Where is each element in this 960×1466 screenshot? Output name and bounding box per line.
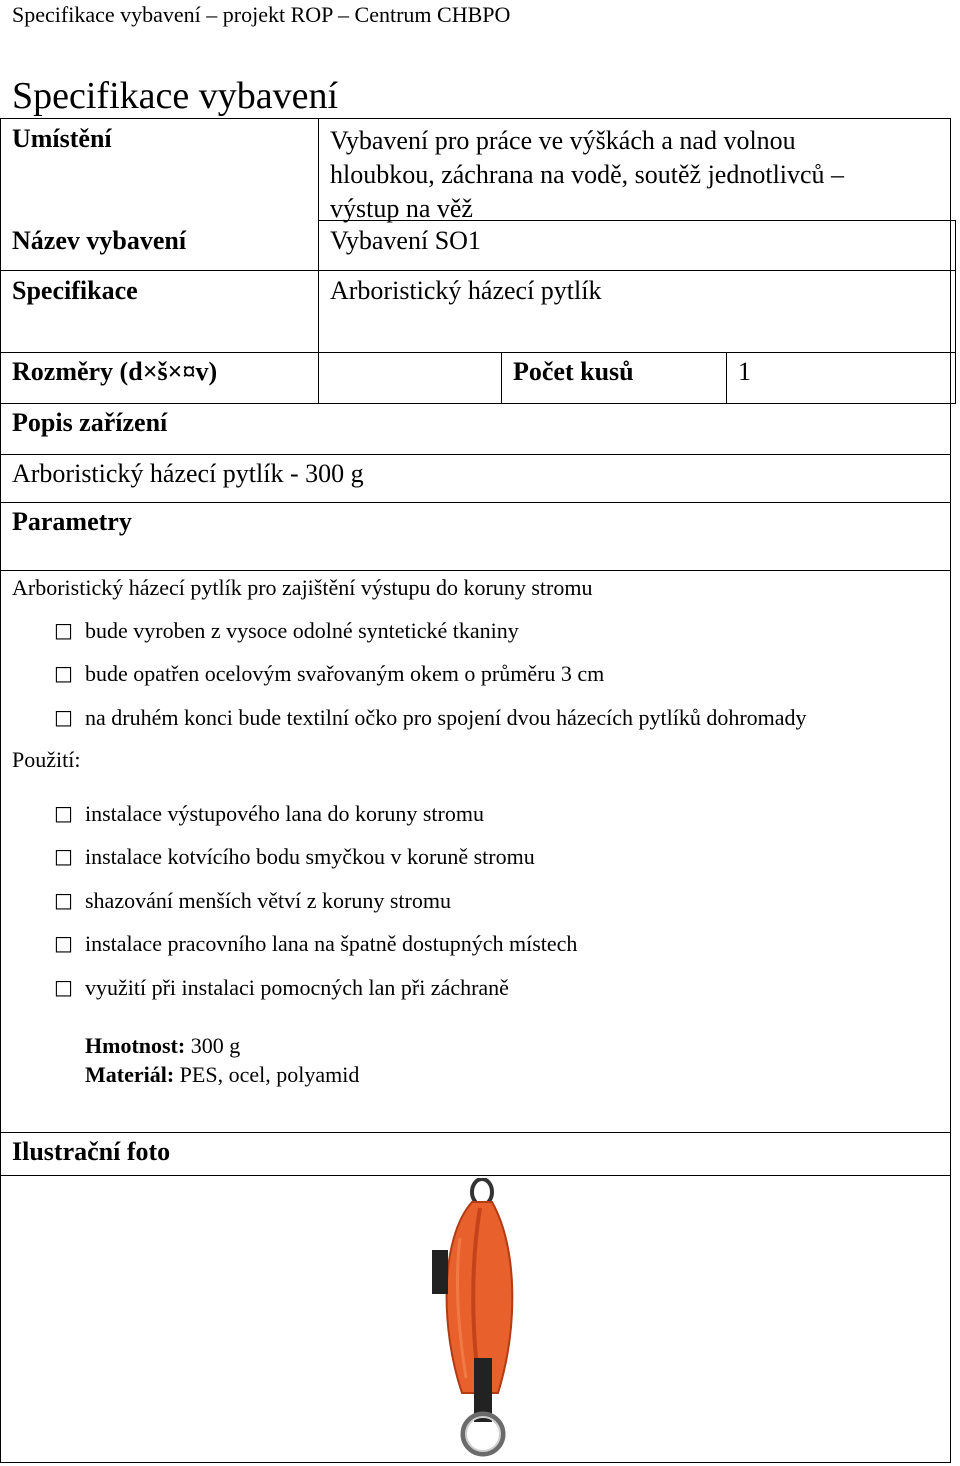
pocet-value: 1 [738, 357, 751, 386]
pouziti-item: instalace kotvícího bodu smyčkou v koruně stromu [85, 844, 535, 869]
material-label: Materiál: [85, 1062, 175, 1087]
umisteni-line: hloubkou, záchrana na vodě, soutěž jednotlivců – [330, 160, 845, 189]
page-title: Specifikace vybavení [12, 75, 339, 117]
popis-label: Popis zařízení [12, 408, 168, 437]
rozmery-prefix: Rozměry (d [12, 357, 143, 386]
popis-value: Arboristický házecí pytlík - 300 g [12, 459, 364, 488]
pouziti-item: instalace výstupového lana do koruny stromu [85, 801, 484, 826]
bullet-box-icon: □ [54, 661, 73, 685]
bullet-box-icon: □ [54, 618, 73, 642]
parametry-item: bude opatřen ocelovým svařovaným okem o průměru 3 cm [85, 661, 605, 686]
rozmery-s: š [157, 357, 168, 386]
material-line [85, 1062, 359, 1088]
umisteni-value [330, 124, 844, 226]
times-symbol: × [167, 357, 183, 386]
running-header: Specifikace vybavení – projekt ROP – Centrum CHBPO [12, 2, 511, 27]
specifikace-value: Arboristický házecí pytlík [330, 276, 602, 305]
bullet-box-icon: □ [54, 931, 73, 955]
bullet-box-icon: □ [54, 844, 73, 868]
parametry-item: na druhém konci bude textilní očko pro spojení dvou házecích pytlíků dohromady [85, 705, 807, 730]
parametry-intro: Arboristický házecí pytlík pro zajištění výstupu do koruny stromu [12, 575, 593, 600]
foto-label: Ilustrační foto [12, 1137, 171, 1166]
bullet-box-icon: □ [54, 975, 73, 999]
material-value: PES, ocel, polyamid [174, 1062, 360, 1087]
nazev-label: Název vybavení [12, 226, 187, 255]
parametry-label: Parametry [12, 507, 132, 536]
parametry-item: bude vyroben z vysoce odolné syntetické tkaniny [85, 618, 519, 643]
hmotnost-line [85, 1033, 240, 1059]
specifikace-label: Specifikace [12, 276, 138, 305]
bullet-box-icon: □ [54, 801, 73, 825]
currency-sign-icon: ¤ [182, 357, 196, 386]
pouziti-label: Použití: [12, 747, 81, 772]
pouziti-item: využití při instalaci pomocných lan při záchraně [85, 975, 509, 1000]
bullet-box-icon: □ [54, 888, 73, 912]
rozmery-label [12, 357, 217, 387]
nazev-value: Vybavení SO1 [330, 226, 481, 255]
umisteni-line: Vybavení pro práce ve výškách a nad volnou [330, 126, 796, 155]
pouziti-item: shazování menších větví z koruny stromu [85, 888, 451, 913]
bullet-box-icon: □ [54, 705, 73, 729]
umisteni-label: Umístění [12, 124, 112, 153]
times-symbol: × [142, 357, 158, 386]
rozmery-suffix: v) [195, 357, 218, 386]
throw-bag-photo [400, 1178, 550, 1460]
pocet-label: Počet kusů [513, 357, 634, 386]
umisteni-line: výstup na věž [330, 194, 473, 223]
hmotnost-value: 300 g [185, 1033, 241, 1058]
pouziti-item: instalace pracovního lana na špatně dostupných místech [85, 931, 578, 956]
hmotnost-label: Hmotnost: [85, 1033, 186, 1058]
